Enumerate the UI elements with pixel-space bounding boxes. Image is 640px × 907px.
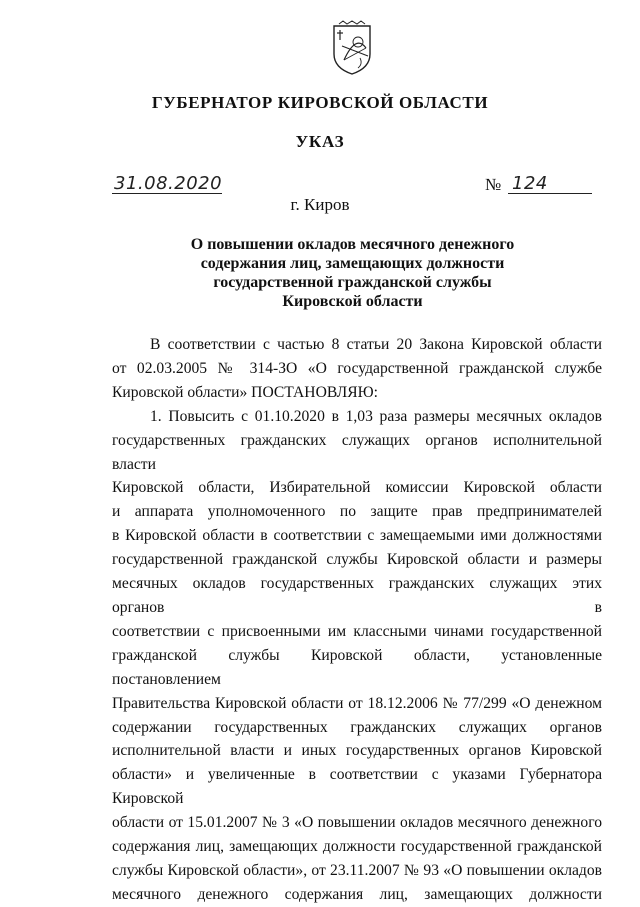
decree-title xyxy=(160,235,545,311)
body-line: Кировской области, Избирательной комиссии Кировской области xyxy=(112,479,602,497)
body-line: месячных окладов государственных гражданских служащих этих органов в xyxy=(112,575,602,616)
body-line: Правительства Кировской области от 18.12.2006 № 77/299 «О денежном xyxy=(112,694,602,712)
coat-of-arms-icon xyxy=(330,20,374,76)
body-line: службы Кировской области», от 23.11.2007 № 93 «О повышении окладов xyxy=(112,861,602,879)
body-line: 1. Повысить с 01.10.2020 в 1,03 раза размеры месячных окладов xyxy=(150,407,602,425)
document-number: 124 xyxy=(512,173,548,194)
body-line: соответствии с присвоенными им классными чинами государственной xyxy=(112,622,602,640)
issue-city: г. Киров xyxy=(290,195,350,214)
number-underline xyxy=(508,193,592,194)
title-line: О повышении окладов месячного денежного xyxy=(190,236,515,253)
date-underline xyxy=(112,193,222,194)
document-type-heading: УКАЗ xyxy=(295,132,345,151)
body-line: области от 15.01.2007 № 3 «О повышении окладов месячного денежного xyxy=(112,814,602,832)
title-line: государственной гражданской службы xyxy=(213,274,492,291)
title-line: содержания лиц, замещающих должности xyxy=(200,255,505,272)
body-line: В соответствии с частью 8 статьи 20 Закона Кировской области xyxy=(150,336,602,353)
authority-heading: ГУБЕРНАТОР КИРОВСКОЙ ОБЛАСТИ xyxy=(151,93,489,112)
body-line: месячного денежного содержания лиц, замещающих должности xyxy=(112,885,602,903)
decree-body xyxy=(112,333,602,907)
title-line: Кировской области xyxy=(282,293,423,310)
body-line: содержания лиц, замещающих должности государственной гражданской xyxy=(112,838,602,856)
document-date: 31.08.2020 xyxy=(114,173,223,194)
body-line: в Кировской области в соответствии с замещаемыми ими должностями xyxy=(112,527,602,545)
body-line: гражданской службы Кировской области, установленные постановлением xyxy=(112,646,602,688)
body-line: исполнительной власти и иных государственных органов Кировской xyxy=(112,742,602,760)
body-line: государственных гражданских служащих органов исполнительной власти xyxy=(112,431,602,473)
body-line: области» и увеличенные в соответствии с указами Губернатора Кировской xyxy=(112,766,602,808)
body-line: государственной гражданской службы Кировской области и размеры xyxy=(112,551,602,569)
body-line: Кировской области» ПОСТАНОВЛЯЮ: xyxy=(112,383,378,401)
number-sign: № xyxy=(485,175,502,194)
body-line: от 02.03.2005 № 314-ЗО «О государственной гражданской службе xyxy=(112,359,602,377)
body-line: и аппарата уполномоченного по защите прав предпринимателей xyxy=(112,503,602,521)
body-line: содержании государственных гражданских служащих органов xyxy=(112,718,602,736)
